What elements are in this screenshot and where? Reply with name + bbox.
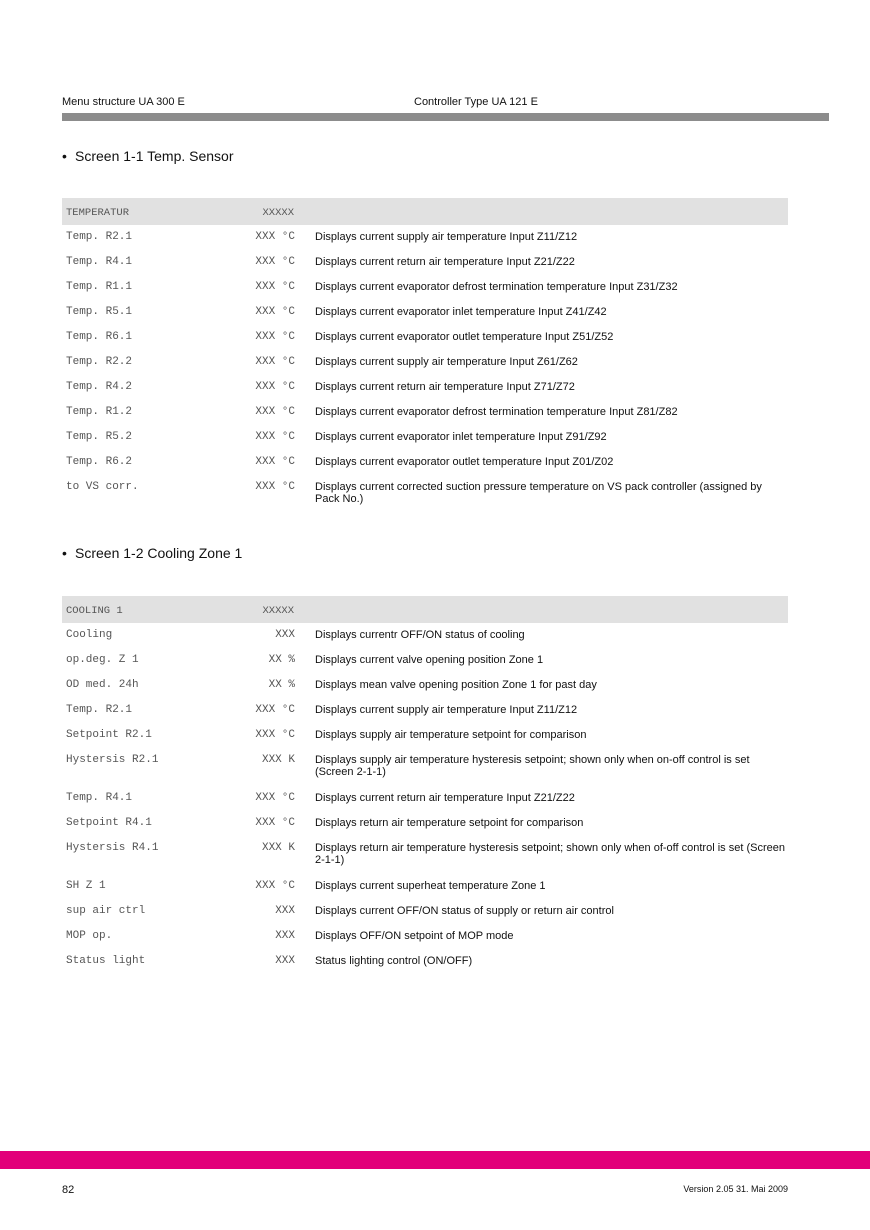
- row-parameter-value: XXX °C: [255, 356, 295, 368]
- bullet: •: [62, 545, 67, 561]
- table-row: [62, 623, 788, 648]
- row-parameter-value: XXX: [275, 955, 295, 967]
- row-parameter-name: Temp. R6.2: [66, 456, 133, 468]
- cooling-zone-table: [62, 596, 788, 974]
- row-parameter-value: XXX °C: [255, 481, 295, 493]
- header-controller-type: Controller Type UA 121 E: [414, 96, 538, 108]
- row-description: Displays OFF/ON setpoint of MOP mode: [315, 930, 514, 942]
- row-description: Displays current supply air temperature Input Z61/Z62: [315, 356, 578, 368]
- row-parameter-name: Temp. R5.2: [66, 431, 133, 443]
- row-description: Displays current valve opening position Zone 1: [315, 654, 544, 666]
- row-parameter-value: XXX °C: [255, 456, 295, 468]
- table-row: [62, 375, 788, 400]
- row-parameter-name: Temp. R2.1: [66, 231, 133, 243]
- row-parameter-value: XXX °C: [255, 281, 295, 293]
- row-parameter-value: XXX °C: [255, 306, 295, 318]
- row-parameter-value: XXX °C: [255, 256, 295, 268]
- row-parameter-value: XXX °C: [255, 729, 295, 741]
- row-description: Displays current corrected suction pressure temperature on VS pack controller (assigned by Pack No.): [315, 481, 762, 505]
- row-description: Displays current evaporator defrost termination temperature Input Z81/Z82: [315, 406, 678, 418]
- row-parameter-value: XXX K: [261, 754, 295, 766]
- table-row: [62, 350, 788, 375]
- row-description: Displays current evaporator inlet temperature Input Z41/Z42: [315, 306, 607, 318]
- footer-accent-bar: [0, 1151, 870, 1169]
- row-description: Displays currentr OFF/ON status of cooling: [315, 629, 525, 641]
- row-description: Displays return air temperature hysteresis setpoint; shown only when of-off control is set (Screen 2-1-1): [315, 842, 785, 866]
- table-row: [62, 874, 788, 899]
- row-parameter-value: XXX °C: [255, 880, 295, 892]
- row-parameter-name: Temp. R1.2: [66, 406, 133, 418]
- row-parameter-value: XXX: [275, 629, 295, 641]
- table-row: [62, 400, 788, 425]
- table-row: [62, 425, 788, 450]
- row-parameter-name: Hystersis R2.1: [66, 754, 159, 766]
- row-parameter-name: Temp. R6.1: [66, 331, 133, 343]
- row-parameter-name: Temp. R2.1: [66, 704, 133, 716]
- row-description: Displays current evaporator outlet temperature Input Z51/Z52: [315, 331, 614, 343]
- table-header-value: XXXXX: [262, 605, 294, 617]
- table-row: [62, 250, 788, 275]
- row-description: Displays current return air temperature Input Z21/Z22: [315, 792, 575, 804]
- table-row: [62, 723, 788, 748]
- row-parameter-name: Setpoint R2.1: [66, 729, 152, 741]
- row-parameter-name: op.deg. Z 1: [66, 654, 139, 666]
- row-parameter-value: XXX °C: [255, 704, 295, 716]
- row-parameter-name: MOP op.: [66, 930, 113, 942]
- table-row: [62, 225, 788, 250]
- row-parameter-name: to VS corr.: [66, 481, 139, 493]
- table-row: [62, 673, 788, 698]
- header-document-title: Menu structure UA 300 E: [62, 96, 185, 108]
- row-description: Displays current return air temperature Input Z71/Z72: [315, 381, 575, 393]
- row-parameter-value: XX %: [268, 654, 295, 666]
- row-parameter-value: XXX: [275, 930, 295, 942]
- row-parameter-name: Temp. R4.2: [66, 381, 133, 393]
- row-parameter-name: Temp. R2.2: [66, 356, 133, 368]
- table-row: [62, 300, 788, 325]
- row-parameter-name: Temp. R4.1: [66, 256, 133, 268]
- row-description: Displays current supply air temperature Input Z11/Z12: [315, 704, 578, 716]
- row-description: Displays current evaporator outlet temperature Input Z01/Z02: [315, 456, 614, 468]
- table-row: [62, 475, 788, 513]
- section-title-text: Screen 1-2 Cooling Zone 1: [75, 545, 243, 561]
- row-parameter-value: XXX: [275, 905, 295, 917]
- table-header-value: XXXXX: [262, 207, 294, 219]
- row-parameter-value: XXX °C: [255, 331, 295, 343]
- row-parameter-name: Setpoint R4.1: [66, 817, 152, 829]
- table-row: [62, 275, 788, 300]
- table-row: [62, 450, 788, 475]
- table-header-name: TEMPERATUR: [66, 207, 130, 219]
- row-description: Displays return air temperature setpoint for comparison: [315, 817, 584, 829]
- table-row: [62, 811, 788, 836]
- row-description: Displays current evaporator inlet temperature Input Z91/Z92: [315, 431, 607, 443]
- table-row: [62, 698, 788, 723]
- table-header-name: COOLING 1: [66, 605, 123, 617]
- row-parameter-value: XXX °C: [255, 231, 295, 243]
- page-number: 82: [62, 1184, 75, 1196]
- row-description: Displays current return air temperature Input Z21/Z22: [315, 256, 575, 268]
- table-row: [62, 924, 788, 949]
- row-parameter-name: Cooling: [66, 629, 113, 641]
- row-parameter-name: sup air ctrl: [66, 905, 146, 917]
- table-row: [62, 325, 788, 350]
- header-divider: [62, 113, 829, 121]
- section-title-cooling-zone: [62, 545, 242, 561]
- bullet: •: [62, 148, 67, 164]
- row-parameter-name: Temp. R4.1: [66, 792, 133, 804]
- section-title-text: Screen 1-1 Temp. Sensor: [75, 148, 234, 164]
- row-parameter-value: XXX K: [261, 842, 295, 854]
- row-description: Status lighting control (ON/OFF): [315, 955, 473, 967]
- row-description: Displays current superheat temperature Zone 1: [315, 880, 546, 892]
- row-parameter-name: OD med. 24h: [66, 679, 139, 691]
- temp-sensor-table: [62, 198, 788, 513]
- row-parameter-name: Status light: [66, 955, 146, 967]
- row-description: Displays supply air temperature hysteresis setpoint; shown only when on-off control is set (Screen 2-1-1): [315, 754, 750, 778]
- row-description: Displays current evaporator defrost termination temperature Input Z31/Z32: [315, 281, 678, 293]
- row-parameter-value: XXX °C: [255, 792, 295, 804]
- row-parameter-value: XXX °C: [255, 406, 295, 418]
- row-parameter-value: XXX °C: [255, 431, 295, 443]
- row-description: Displays supply air temperature setpoint for comparison: [315, 729, 587, 741]
- table-row: [62, 786, 788, 811]
- row-parameter-name: Hystersis R4.1: [66, 842, 159, 854]
- table-header-row: [62, 198, 788, 225]
- row-description: Displays current OFF/ON status of supply or return air control: [315, 905, 614, 917]
- row-description: Displays mean valve opening position Zone 1 for past day: [315, 679, 597, 691]
- section-title-temp-sensor: [62, 148, 234, 164]
- row-description: Displays current supply air temperature Input Z11/Z12: [315, 231, 578, 243]
- table-row: [62, 648, 788, 673]
- row-parameter-value: XX %: [268, 679, 295, 691]
- table-row: [62, 949, 788, 974]
- table-row: [62, 748, 788, 786]
- row-parameter-value: XXX °C: [255, 817, 295, 829]
- row-parameter-name: Temp. R5.1: [66, 306, 133, 318]
- table-header-row: [62, 596, 788, 623]
- row-parameter-name: SH Z 1: [66, 880, 106, 892]
- row-parameter-name: Temp. R1.1: [66, 281, 133, 293]
- table-row: [62, 836, 788, 874]
- row-parameter-value: XXX °C: [255, 381, 295, 393]
- table-row: [62, 899, 788, 924]
- version-date: Version 2.05 31. Mai 2009: [683, 1184, 788, 1194]
